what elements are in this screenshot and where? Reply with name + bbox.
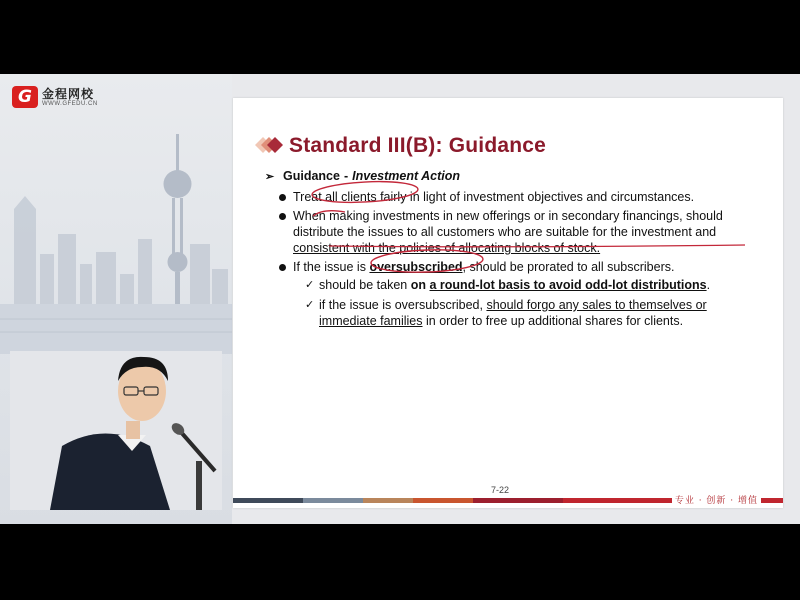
heading-sub: Investment Action [352,169,461,183]
lecture-slide [233,98,783,508]
brand-url: WWW.GFEDU.CN [42,100,98,107]
bullet-item [293,189,765,205]
guidance-heading [265,168,765,185]
slide-title: Standard III(B): Guidance [289,134,547,157]
bullet-2-underlined: consistent with the policies of allocating blocks of stock. [293,241,601,255]
bullet-3-post: , should be prorated to all subscribers. [462,260,675,274]
check-2-underlined: should forgo any sales to themselves or immediate families [319,298,707,328]
check-1-emphasis: a round-lot basis to avoid odd-lot distributions [429,278,707,292]
footer-motto: 专业 · 创新 · 增值 [672,493,761,506]
city-skyline-illustration [0,104,232,354]
left-panel [0,74,232,524]
presenter-video [10,351,222,510]
presenter-figure [10,351,222,510]
checkmark-icon: ✓ [305,299,315,311]
video-frame [0,74,800,524]
check-2-post: in order to free up additional shares for clients. [422,314,684,328]
check-1-pre: should be taken [319,278,411,292]
check-2-pre: if the issue is oversubscribed, [319,298,487,312]
bullet-3-pre: If the issue is [293,260,370,274]
slide-content [265,168,765,333]
bullet-3-emphasis: oversubscribed [369,260,463,274]
bullet-item [293,259,765,329]
check-1-post: . [706,278,711,292]
logo-mark-icon: G [12,86,38,108]
bullet-item [293,208,765,256]
heading-label: Guidance [283,169,340,183]
check-item [305,277,765,293]
check-list [293,277,765,329]
page-number: 7-22 [491,485,510,495]
check-1-bold: on [410,278,430,292]
arrow-bullet-icon: ➢ [265,171,275,183]
bullet-list [265,189,765,329]
checkmark-icon: ✓ [305,279,315,291]
brand-name: 金程网校 [42,86,95,101]
heading-dash: - [343,169,349,183]
bullet-2-lead: When making investments in new offerings or in secondary financings, should distribute the issues to all customers who are suitable for the investment and [293,209,723,239]
title-diamond-icon [247,132,287,158]
bullet-1-text: Treat all clients fairly in light of investment objectives and circumstances. [293,190,695,204]
check-item [305,297,765,329]
